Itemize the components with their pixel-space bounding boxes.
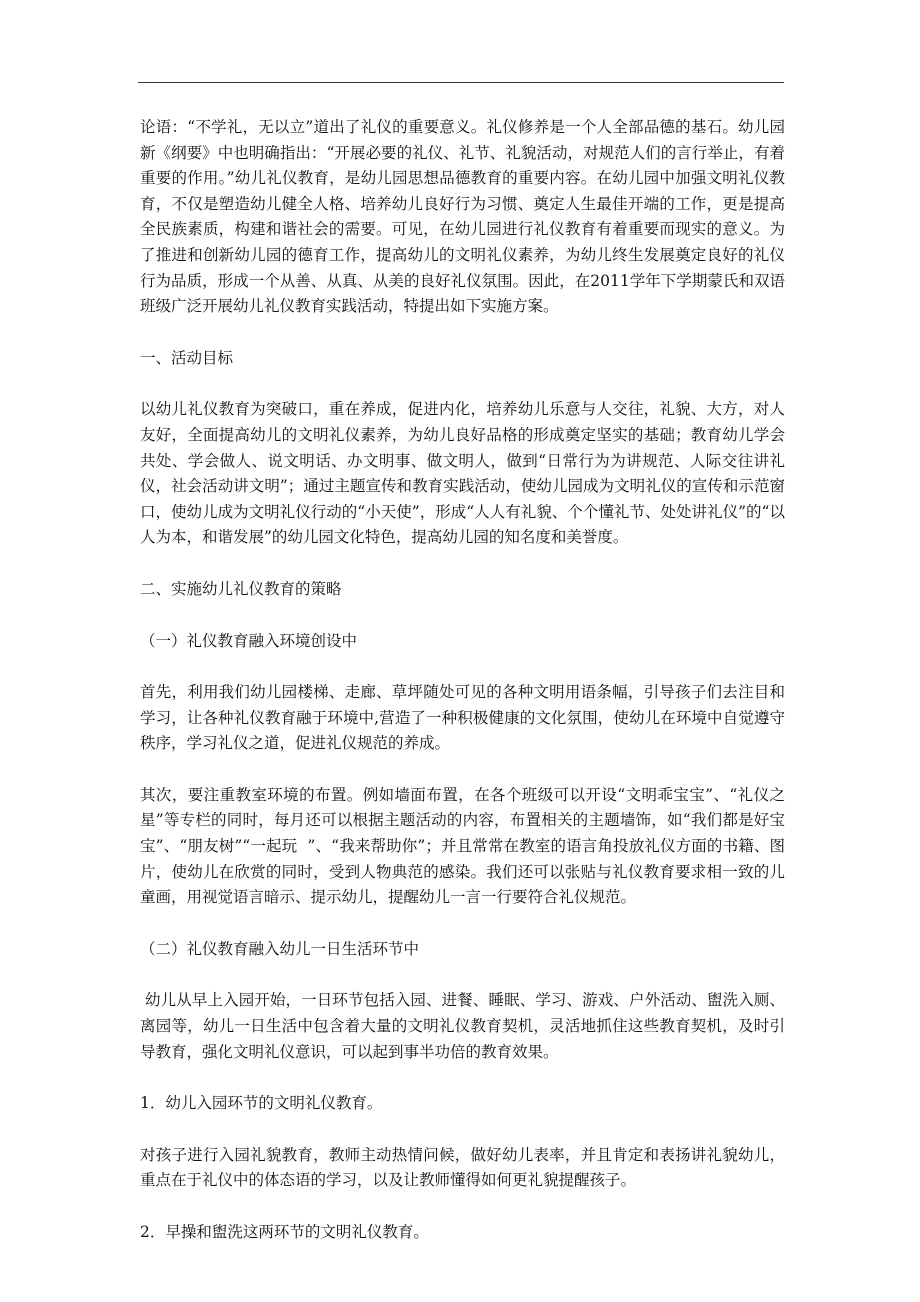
header-rule [138, 82, 784, 83]
section-heading-strategies: 二、实施幼儿礼仪教育的策略 [140, 579, 342, 598]
subsection-heading-environment: （一）礼仪教育融入环境创设中 [140, 631, 358, 650]
arrival-paragraph: 对孩子进行入园礼貌教育，教师主动热情问候，做好幼儿表率，并且肯定和表扬讲礼貌幼儿，重点在于礼仪中的体态语的学习，以及让教师懂得如何更礼貌提醒孩子。 [140, 1145, 785, 1190]
item-heading-arrival: 1．幼儿入园环节的文明礼仪教育。 [140, 1094, 383, 1113]
daily-life-paragraph: 幼儿从早上入园开始，一日环节包括入园、进餐、睡眠、学习、游戏、户外活动、盥洗入厕、离园等，幼儿一日生活中包含着大量的文明礼仪教育契机，灵活地抓住这些教育契机，及时引导教育，强化文明礼仪意识，可以起到事半功倍的教育效果。 [140, 991, 785, 1061]
environment-paragraph-first: 首先，利用我们幼儿园楼梯、走廊、草坪随处可见的各种文明用语条幅，引导孩子们去注目和学习，让各种礼仪教育融于环境中,营造了一种积极健康的文化氛围，使幼儿在环境中自觉遵守秩序，学习礼仪之道，促进礼仪规范的养成。 [140, 683, 785, 753]
subsection-heading-daily-life: （二）礼仪教育融入幼儿一日生活环节中 [140, 939, 420, 958]
intro-paragraph: 论语：“不学礼，无以立”道出了礼仪的重要意义。礼仪修养是一个人全部品德的基石。幼儿园新《纲要》中也明确指出：“开展必要的礼仪、礼节、礼貌活动，对规范人们的言行举止，有着重要的作用。”幼儿礼仪教育，是幼儿园思想品德教育的重要内容。在幼儿园中加强文明礼仪教育，不仅是塑造幼儿健全人格、培养幼儿良好行为习惯、奠定人生最佳开端的工作，更是提高全民族素质，构建和谐社会的需要。可见，在幼儿园进行礼仪教育有着重要而现实的意义。为了推进和创新幼儿园的德育工作，提高幼儿的文明礼仪素养，为幼儿终生发展奠定良好的礼仪行为品质，形成一个从善、从真、从美的良好礼仪氛围。因此，在2011学年下学期蒙氏和双语班级广泛开展幼儿礼仪教育实践活动，特提出如下实施方案。 [140, 118, 785, 316]
item-heading-exercise-washing: 2．早操和盥洗这两环节的文明礼仪教育。 [140, 1223, 429, 1241]
goals-paragraph: 以幼儿礼仪教育为突破口，重在养成，促进内化，培养幼儿乐意与人交往，礼貌、大方，对人友好，全面提高幼儿的文明礼仪素养，为幼儿良好品格的形成奠定坚实的基础；教育幼儿学会共处、学会做人、说文明话、办文明事、做文明人，做到“日常行为为讲规范、人际交往讲礼仪，社会活动讲文明”；通过主题宣传和教育实践活动，使幼儿园成为文明礼仪的宣传和示范窗口，使幼儿成为文明礼仪行动的“小天使”，形成“人人有礼貌、个个懂礼节、处处讲礼仪”的“以人为本，和谐发展”的幼儿园文化特色，提高幼儿园的知名度和美誉度。 [140, 400, 785, 547]
section-heading-goals: 一、活动目标 [140, 348, 234, 367]
environment-paragraph-second: 其次，要注重教室环境的布置。例如墙面布置，在各个班级可以开设“文明乖宝宝”、“礼仪之星”等专栏的同时，每月还可以根据主题活动的内容，布置相关的主题墙饰，如“我们都是好宝宝”、“朋友树”“一起玩 ”、“我来帮助你”；并且常常在教室的语言角投放礼仪方面的书籍、图片，使幼儿在欣赏的同时，受到人物典范的感染。我们还可以张贴与礼仪教育要求相一致的儿童画，用视觉语言暗示、提示幼儿，提醒幼儿一言一行要符合礼仪规范。 [140, 785, 785, 907]
document-body [140, 115, 785, 1246]
